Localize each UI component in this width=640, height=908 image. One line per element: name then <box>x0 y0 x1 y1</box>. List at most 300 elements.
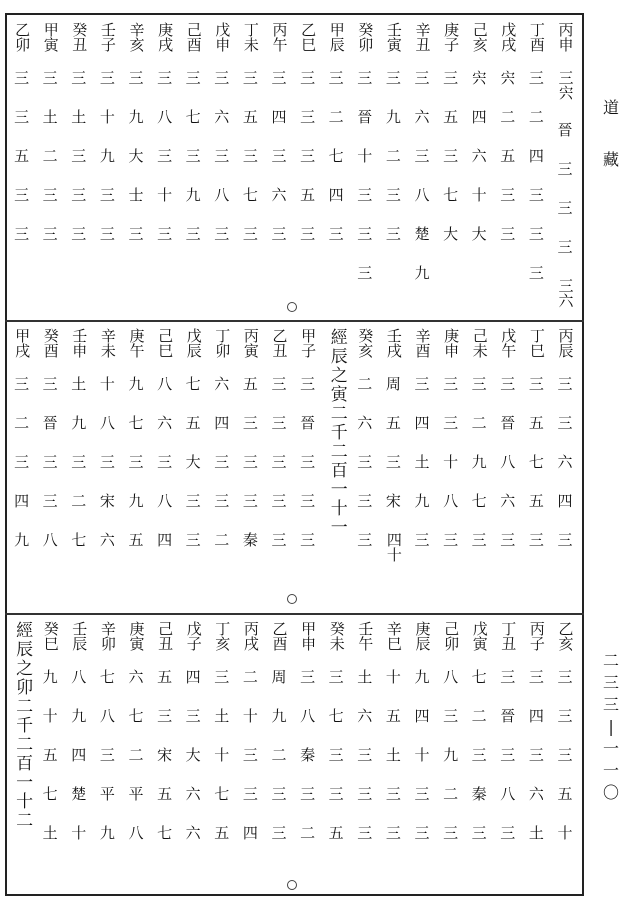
table-cell: 三六 <box>556 278 575 308</box>
table-cell: 三 <box>242 225 258 243</box>
table-cell: 三 <box>443 707 459 725</box>
text-column <box>296 22 320 265</box>
year-label: 丙寅 <box>241 328 260 358</box>
table-cell: 六 <box>128 668 144 686</box>
table-cell: 三 <box>71 69 87 87</box>
table-cell: 三 <box>14 225 30 243</box>
table-cell: 七 <box>157 824 173 842</box>
text-column <box>467 621 491 864</box>
text-column <box>238 621 262 864</box>
table-cell: 三 <box>157 69 173 87</box>
table-cell: 三 <box>500 746 516 764</box>
table-cell: 三 <box>528 531 544 549</box>
table-cell: 六 <box>185 824 201 842</box>
year-label: 甲子 <box>299 328 318 358</box>
table-cell: 二 <box>14 414 30 432</box>
table-cell: 三 <box>528 746 544 764</box>
table-cell: 五 <box>242 108 258 126</box>
binding-circle <box>287 302 297 312</box>
table-cell: 三 <box>357 746 373 764</box>
table-cell: 三 <box>528 225 544 243</box>
table-cell: 八 <box>214 186 230 204</box>
table-cell: 三 <box>214 453 230 471</box>
table-cell: 土 <box>414 453 430 471</box>
table-cell: 二 <box>71 492 87 510</box>
table-cell: 八 <box>42 531 58 549</box>
table-cell: 三 <box>242 414 258 432</box>
table-cell: 八 <box>443 492 459 510</box>
table-cell: 三 <box>528 69 544 87</box>
text-column <box>524 328 548 571</box>
table-cell: 八 <box>157 108 173 126</box>
text-column <box>238 328 262 571</box>
table-cell: 八 <box>500 453 516 471</box>
table-cell: 大 <box>443 225 459 243</box>
text-column <box>267 328 291 571</box>
table-cell: 三 <box>471 824 487 842</box>
page-number-char: 〇 <box>603 783 620 802</box>
table-cell: 五 <box>157 785 173 803</box>
year-label: 丁巳 <box>527 328 546 358</box>
table-cell: 三 <box>385 225 401 243</box>
year-label: 壬戌 <box>384 328 403 358</box>
table-cell: 三 <box>185 225 201 243</box>
year-label: 壬午 <box>356 621 375 651</box>
year-label: 辛酉 <box>413 328 432 358</box>
table-cell: 三 <box>214 492 230 510</box>
table-cell: 三 <box>385 186 401 204</box>
table-cell: 三 <box>414 785 430 803</box>
table-cell: 八 <box>99 414 115 432</box>
year-label: 壬申 <box>70 328 89 358</box>
text-column <box>353 328 377 571</box>
table-cell: 四 <box>185 668 201 686</box>
text-column <box>381 22 405 265</box>
table-cell: 三 <box>300 492 316 510</box>
table-cell: 宍 <box>500 69 516 87</box>
table-cell: 二 <box>242 668 258 686</box>
table-cell: 七 <box>443 186 459 204</box>
year-label: 庚寅 <box>127 621 146 651</box>
table-cell: 九 <box>271 707 287 725</box>
table-cell: 三 <box>99 225 115 243</box>
text-column <box>181 22 205 265</box>
binding-circle <box>287 880 297 890</box>
table-cell: 三 <box>99 746 115 764</box>
table-cell: 三 <box>357 824 373 842</box>
table-cell: 三 <box>214 668 230 686</box>
table-cell: 三 <box>328 746 344 764</box>
year-label: 甲戌 <box>13 328 32 358</box>
year-label: 癸丑 <box>70 22 89 52</box>
year-label: 己卯 <box>442 621 461 651</box>
table-cell: 五 <box>500 147 516 165</box>
table-cell: 三 <box>157 453 173 471</box>
table-cell: 三 <box>357 453 373 471</box>
text-column <box>439 621 463 864</box>
table-cell: 三 <box>357 785 373 803</box>
year-label: 癸亥 <box>356 328 375 358</box>
table-cell: 三 <box>471 746 487 764</box>
table-cell: 三 <box>328 785 344 803</box>
table-cell: 十 <box>357 147 373 165</box>
table-cell: 五 <box>157 668 173 686</box>
year-label: 癸酉 <box>41 328 60 358</box>
table-cell: 三 <box>185 69 201 87</box>
text-column <box>381 328 405 584</box>
table-cell: 秦 <box>471 785 487 803</box>
year-label: 甲申 <box>299 621 318 651</box>
table-cell: 三 <box>414 375 430 393</box>
table-cell: 五 <box>14 147 30 165</box>
table-cell: 五 <box>385 707 401 725</box>
table-cell: 九 <box>71 707 87 725</box>
text-column <box>553 621 577 864</box>
year-label: 癸巳 <box>41 621 60 651</box>
table-cell: 晉 <box>357 108 373 126</box>
table-cell: 三 <box>14 108 30 126</box>
table-cell: 五 <box>443 108 459 126</box>
table-cell: 十 <box>214 746 230 764</box>
table-cell: 二 <box>443 785 459 803</box>
table-cell: 三 <box>271 785 287 803</box>
table-cell: 三 <box>128 225 144 243</box>
table-cell: 平 <box>128 785 144 803</box>
table-cell: 三 <box>242 492 258 510</box>
table-cell: 土 <box>214 707 230 725</box>
table-cell: 三 <box>557 414 573 432</box>
year-label: 丁卯 <box>213 328 232 358</box>
table-cell: 三 <box>528 668 544 686</box>
text-column <box>124 22 148 265</box>
text-column <box>353 621 377 864</box>
page-number <box>603 650 619 804</box>
table-cell: 三 <box>443 69 459 87</box>
table-cell: 二 <box>328 108 344 126</box>
panel-bottom <box>8 617 581 893</box>
table-cell: 九 <box>414 492 430 510</box>
panel-divider <box>5 613 584 615</box>
year-label: 辛亥 <box>127 22 146 52</box>
table-cell: 三 <box>157 147 173 165</box>
table-cell: 周 <box>271 668 287 686</box>
table-cell: 三 <box>42 453 58 471</box>
table-cell: 三 <box>385 453 401 471</box>
table-cell: 三 <box>271 531 287 549</box>
table-cell: 二 <box>128 746 144 764</box>
table-cell: 五 <box>242 375 258 393</box>
table-cell: 三 <box>528 264 544 282</box>
table-cell: 七 <box>242 186 258 204</box>
margin-title <box>603 95 619 199</box>
table-cell: 平 <box>99 785 115 803</box>
table-cell: 七 <box>185 375 201 393</box>
table-cell: 六 <box>528 785 544 803</box>
text-column <box>324 328 348 537</box>
table-cell: 三 <box>14 375 30 393</box>
table-cell: 八 <box>443 668 459 686</box>
page-number-char: 二 <box>603 651 620 670</box>
table-cell: 四 <box>214 414 230 432</box>
year-label: 己酉 <box>184 22 203 52</box>
year-label: 戊戌 <box>499 22 518 52</box>
table-cell: 三 <box>185 147 201 165</box>
year-label: 丁亥 <box>213 621 232 651</box>
table-cell: 十 <box>443 453 459 471</box>
table-cell: 四 <box>471 108 487 126</box>
table-cell: 四 <box>528 707 544 725</box>
table-cell: 三 <box>328 225 344 243</box>
table-cell: 三 <box>557 375 573 393</box>
table-cell: 六 <box>99 531 115 549</box>
table-cell: 土 <box>528 824 544 842</box>
year-label: 辛丑 <box>413 22 432 52</box>
year-label: 丙戌 <box>241 621 260 651</box>
table-cell: 六 <box>157 414 173 432</box>
table-cell: 九 <box>128 375 144 393</box>
table-cell: 六 <box>500 492 516 510</box>
table-cell: 三 <box>157 225 173 243</box>
table-cell: 七 <box>328 147 344 165</box>
table-cell: 三 <box>42 492 58 510</box>
table-cell: 三 <box>528 375 544 393</box>
table-cell: 四 <box>157 531 173 549</box>
table-cell: 三 <box>14 69 30 87</box>
year-label: 庚子 <box>442 22 461 52</box>
table-cell: 三 <box>557 707 573 725</box>
table-cell: 六 <box>214 108 230 126</box>
year-label: 癸未 <box>327 621 346 651</box>
table-cell: 二 <box>214 531 230 549</box>
text-column <box>410 22 434 304</box>
table-cell: 大 <box>471 225 487 243</box>
text-column <box>67 621 91 864</box>
table-cell: 十 <box>71 824 87 842</box>
table-cell: 五 <box>214 824 230 842</box>
year-label: 丙午 <box>270 22 289 52</box>
page-number-char: 一 <box>603 761 620 780</box>
table-cell: 九 <box>99 147 115 165</box>
table-cell: 十 <box>557 824 573 842</box>
table-cell: 土 <box>42 824 58 842</box>
text-column <box>496 621 520 864</box>
text-column <box>95 621 119 864</box>
table-cell: 九 <box>185 186 201 204</box>
table-cell: 十 <box>99 108 115 126</box>
table-cell: 三 <box>443 531 459 549</box>
table-cell: 三 <box>271 375 287 393</box>
table-cell: 三 <box>471 375 487 393</box>
table-cell: 三 <box>300 531 316 549</box>
text-column <box>553 328 577 571</box>
text-column <box>153 328 177 571</box>
year-label: 辛卯 <box>98 621 117 651</box>
table-cell: 三 <box>42 375 58 393</box>
table-cell: 三 <box>71 186 87 204</box>
table-cell: 三 <box>300 225 316 243</box>
table-cell: 三 <box>300 69 316 87</box>
table-cell: 周 <box>385 375 401 393</box>
table-cell: 三 <box>385 785 401 803</box>
table-cell: 二 <box>528 108 544 126</box>
table-cell: 六 <box>185 785 201 803</box>
table-cell: 九 <box>443 746 459 764</box>
table-cell: 七 <box>128 414 144 432</box>
table-cell: 三 <box>357 264 373 282</box>
table-cell: 秦 <box>242 531 258 549</box>
table-cell: 三 <box>500 531 516 549</box>
table-cell: 五 <box>528 414 544 432</box>
table-cell: 十 <box>242 707 258 725</box>
text-column <box>181 328 205 571</box>
year-label: 甲寅 <box>41 22 60 52</box>
table-cell: 三 <box>557 238 573 256</box>
table-cell: 二 <box>471 414 487 432</box>
year-label: 庚申 <box>442 328 461 358</box>
table-cell: 三 <box>99 69 115 87</box>
era-heading: 經辰之卯二千二百一十二 <box>12 621 33 830</box>
year-label: 丁酉 <box>527 22 546 52</box>
text-column <box>67 328 91 571</box>
text-column <box>95 22 119 265</box>
text-column <box>324 22 348 265</box>
table-cell: 六 <box>357 414 373 432</box>
table-cell: 九 <box>99 824 115 842</box>
table-cell: 二 <box>300 824 316 842</box>
table-cell: 八 <box>500 785 516 803</box>
table-cell: 三 <box>471 531 487 549</box>
text-column <box>410 621 434 864</box>
binding-circle <box>287 594 297 604</box>
table-cell: 七 <box>42 785 58 803</box>
table-cell: 九 <box>71 414 87 432</box>
table-cell: 三 <box>443 375 459 393</box>
table-cell: 三 <box>357 186 373 204</box>
year-label: 己巳 <box>156 328 175 358</box>
table-cell: 楚 <box>414 225 430 243</box>
table-cell: 四 <box>242 824 258 842</box>
table-cell: 四 <box>528 147 544 165</box>
table-cell: 三 <box>71 147 87 165</box>
table-cell: 十 <box>414 746 430 764</box>
panel-divider <box>5 320 584 322</box>
year-label: 戊寅 <box>470 621 489 651</box>
table-cell: 楚 <box>71 785 87 803</box>
table-cell: 二 <box>271 746 287 764</box>
table-cell: 三宍 <box>556 70 575 100</box>
table-cell: 九 <box>414 264 430 282</box>
year-label: 辛未 <box>98 328 117 358</box>
table-cell: 士 <box>128 186 144 204</box>
table-cell: 晉 <box>42 414 58 432</box>
text-column <box>467 22 491 265</box>
table-cell: 六 <box>471 147 487 165</box>
text-column <box>181 621 205 864</box>
table-cell: 八 <box>157 375 173 393</box>
table-cell: 五 <box>528 492 544 510</box>
table-cell: 大 <box>185 453 201 471</box>
table-cell: 三 <box>557 160 573 178</box>
table-cell: 土 <box>42 108 58 126</box>
table-cell: 八 <box>157 492 173 510</box>
table-cell: 晉 <box>500 414 516 432</box>
table-cell: 三 <box>271 147 287 165</box>
table-cell: 三 <box>300 668 316 686</box>
year-label: 戊申 <box>213 22 232 52</box>
table-cell: 七 <box>99 668 115 686</box>
table-cell: 三 <box>42 69 58 87</box>
text-column <box>324 621 348 864</box>
table-cell: 宍 <box>471 69 487 87</box>
table-cell: 三 <box>357 69 373 87</box>
text-column <box>67 22 91 265</box>
table-cell: 三 <box>185 531 201 549</box>
year-label: 戊午 <box>499 328 518 358</box>
table-cell: 三 <box>71 453 87 471</box>
table-cell: 八 <box>71 668 87 686</box>
text-column <box>381 621 405 864</box>
table-cell: 五 <box>557 785 573 803</box>
table-cell: 三 <box>414 69 430 87</box>
table-cell: 土 <box>71 108 87 126</box>
table-cell: 三 <box>185 707 201 725</box>
table-cell: 三 <box>214 225 230 243</box>
table-cell: 宋 <box>99 492 115 510</box>
table-cell: 三 <box>242 147 258 165</box>
year-label: 乙卯 <box>13 22 32 52</box>
text-column <box>10 22 34 265</box>
text-column <box>524 22 548 304</box>
text-column <box>410 328 434 571</box>
text-column <box>553 22 577 318</box>
table-cell: 三 <box>557 746 573 764</box>
text-column <box>353 22 377 304</box>
year-label: 乙丑 <box>270 328 289 358</box>
table-cell: 十 <box>99 375 115 393</box>
table-cell: 二 <box>42 147 58 165</box>
text-column <box>467 328 491 571</box>
table-cell: 三 <box>99 186 115 204</box>
table-cell: 五 <box>128 531 144 549</box>
table-cell: 三 <box>157 707 173 725</box>
table-cell: 五 <box>385 414 401 432</box>
text-column <box>210 22 234 265</box>
table-cell: 三 <box>557 668 573 686</box>
year-label: 壬辰 <box>70 621 89 651</box>
table-cell: 八 <box>414 186 430 204</box>
table-cell: 三 <box>300 108 316 126</box>
table-cell: 三 <box>271 414 287 432</box>
table-cell: 四 <box>328 186 344 204</box>
table-cell: 三 <box>443 147 459 165</box>
text-column <box>267 621 291 864</box>
title-char: 道 <box>603 98 620 117</box>
table-cell: 三 <box>300 147 316 165</box>
text-column <box>210 328 234 571</box>
table-cell: 三 <box>271 492 287 510</box>
page-number-char: 三 <box>603 695 620 714</box>
table-cell: 三 <box>557 531 573 549</box>
table-cell: 三 <box>300 453 316 471</box>
text-column <box>124 621 148 864</box>
table-cell: 五 <box>328 824 344 842</box>
table-cell: 二 <box>385 147 401 165</box>
text-column <box>296 621 320 864</box>
table-cell: 四 <box>14 492 30 510</box>
table-cell: 三 <box>357 492 373 510</box>
table-cell: 三 <box>300 785 316 803</box>
table-cell: 大 <box>128 147 144 165</box>
